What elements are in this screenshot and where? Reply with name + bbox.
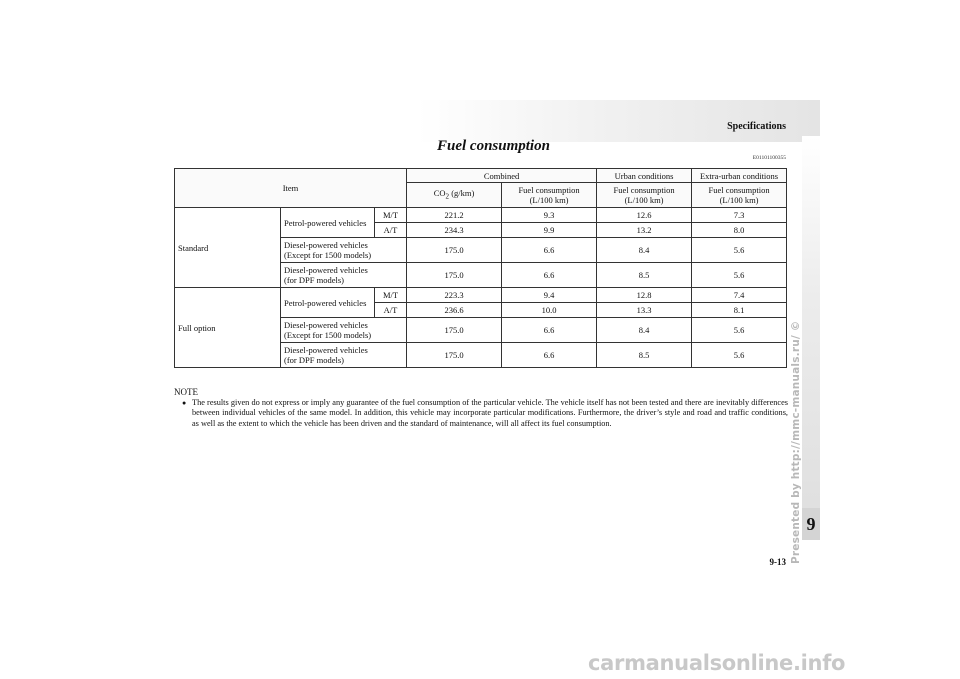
side-watermark: Presented by http://mmc-manuals.ru/ © bbox=[790, 320, 802, 564]
table-row bbox=[175, 208, 787, 223]
transmission: A/T bbox=[375, 303, 407, 318]
vehicle-type: Diesel-powered vehicles (for DPF models) bbox=[281, 263, 407, 288]
document-code: E01101100355 bbox=[752, 155, 786, 161]
item-header: Item bbox=[175, 169, 407, 208]
extra-urban-value: 5.6 bbox=[692, 318, 787, 343]
extra-fc-header: Fuel consumption (L/100 km) bbox=[692, 183, 787, 208]
vehicle-type: Petrol-powered vehicles bbox=[281, 288, 375, 318]
extra-urban-value: 5.6 bbox=[692, 343, 787, 368]
combined-value: 9.9 bbox=[502, 223, 597, 238]
note-text: The results given do not express or imply any guarantee of the fuel consumption of the particular vehicle. The vehicle itself has not been tested and there are inevitably differences between individual vehicles of the same model. In addition, this vehicle may incorporate particular modifications. Furthermore, the driver’s style and road and traffic conditions, as well as the extent to which the vehicle has been driven and the standard of maintenance, will all affect its fuel consumption. bbox=[192, 397, 788, 428]
table-header-row bbox=[175, 169, 787, 183]
page-title: Fuel consumption bbox=[437, 138, 550, 154]
urban-value: 8.4 bbox=[597, 318, 692, 343]
urban-value: 8.5 bbox=[597, 263, 692, 288]
urban-value: 12.6 bbox=[597, 208, 692, 223]
note-item bbox=[182, 398, 788, 430]
group-label: Standard bbox=[175, 208, 281, 288]
vehicle-type: Diesel-powered vehicles (Except for 1500 models) bbox=[281, 238, 407, 263]
co2-value: 234.3 bbox=[407, 223, 502, 238]
co2-value: 175.0 bbox=[407, 343, 502, 368]
note-block bbox=[174, 387, 788, 429]
combined-value: 6.6 bbox=[502, 318, 597, 343]
side-band bbox=[802, 136, 820, 540]
footer-watermark: carmanualsonline.info bbox=[588, 651, 846, 675]
extra-urban-header: Extra-urban conditions bbox=[692, 169, 787, 183]
extra-urban-value: 7.4 bbox=[692, 288, 787, 303]
combined-value: 9.4 bbox=[502, 288, 597, 303]
table-row bbox=[175, 288, 787, 303]
transmission: A/T bbox=[375, 223, 407, 238]
co2-value: 175.0 bbox=[407, 238, 502, 263]
vehicle-type: Diesel-powered vehicles (for DPF models) bbox=[281, 343, 407, 368]
bullet-icon: ● bbox=[182, 398, 187, 407]
co2-value: 221.2 bbox=[407, 208, 502, 223]
transmission: M/T bbox=[375, 288, 407, 303]
co2-value: 175.0 bbox=[407, 318, 502, 343]
section-header: Specifications bbox=[727, 121, 786, 132]
vehicle-type: Petrol-powered vehicles bbox=[281, 208, 375, 238]
combined-fc-header: Fuel consumption (L/100 km) bbox=[502, 183, 597, 208]
extra-urban-value: 5.6 bbox=[692, 263, 787, 288]
urban-fc-header: Fuel consumption (L/100 km) bbox=[597, 183, 692, 208]
combined-value: 6.6 bbox=[502, 263, 597, 288]
combined-header: Combined bbox=[407, 169, 597, 183]
combined-value: 6.6 bbox=[502, 238, 597, 263]
group-label: Full option bbox=[175, 288, 281, 368]
urban-value: 13.3 bbox=[597, 303, 692, 318]
co2-value: 236.6 bbox=[407, 303, 502, 318]
urban-value: 12.8 bbox=[597, 288, 692, 303]
extra-urban-value: 5.6 bbox=[692, 238, 787, 263]
vehicle-type: Diesel-powered vehicles (Except for 1500 models) bbox=[281, 318, 407, 343]
transmission: M/T bbox=[375, 208, 407, 223]
urban-value: 8.4 bbox=[597, 238, 692, 263]
chapter-tab: 9 bbox=[802, 508, 820, 540]
combined-value: 10.0 bbox=[502, 303, 597, 318]
urban-value: 13.2 bbox=[597, 223, 692, 238]
extra-urban-value: 7.3 bbox=[692, 208, 787, 223]
co2-value: 175.0 bbox=[407, 263, 502, 288]
combined-value: 9.3 bbox=[502, 208, 597, 223]
urban-header: Urban conditions bbox=[597, 169, 692, 183]
urban-value: 8.5 bbox=[597, 343, 692, 368]
co2-header: $CO_2$ (g/km) bbox=[407, 183, 502, 208]
page-number: 9-13 bbox=[769, 557, 786, 567]
co2-value: 223.3 bbox=[407, 288, 502, 303]
combined-value: 6.6 bbox=[502, 343, 597, 368]
extra-urban-value: 8.0 bbox=[692, 223, 787, 238]
extra-urban-value: 8.1 bbox=[692, 303, 787, 318]
fuel-consumption-table bbox=[174, 168, 787, 368]
note-heading: NOTE bbox=[174, 387, 198, 397]
